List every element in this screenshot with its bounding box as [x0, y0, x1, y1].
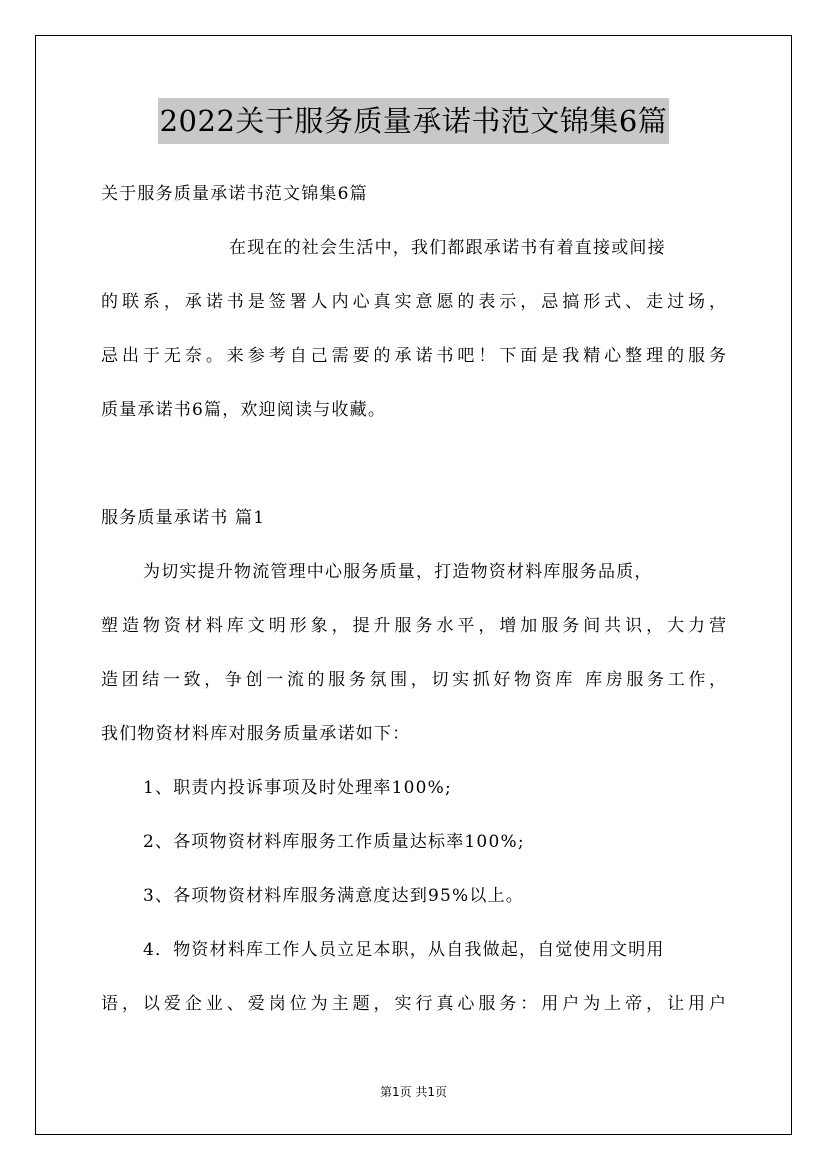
page-footer: 第1页 共1页: [379, 1085, 448, 1099]
list-item-3: 3、各项物资材料库服务满意度达到95%以上。: [143, 886, 525, 906]
intro-line-3: 忌出于无奈。来参考自己需要的承诺书吧！下面是我精心整理的服务: [101, 346, 726, 366]
list-item-4-line-2: 语，以爱企业、爱岗位为主题，实行真心服务：用户为上帝，让用户: [101, 994, 726, 1014]
title-wrap: [0, 98, 827, 144]
para1-line-2: 塑造物资材料库文明形象，提升服务水平，增加服务间共识，大力营: [101, 616, 726, 636]
para1-line-1: 为切实提升物流管理中心服务质量，打造物资材料库服务品质，: [143, 562, 653, 582]
list-item-2: 2、各项物资材料库服务工作质量达标率100%;: [143, 832, 525, 852]
document-title: 2022关于服务质量承诺书范文锦集6篇: [158, 98, 670, 144]
document-subtitle: 关于服务质量承诺书范文锦集6篇: [101, 184, 368, 204]
intro-line-1: 在现在的社会生活中，我们都跟承诺书有着直接或间接: [229, 238, 666, 258]
para1-line-4: 我们物资材料库对服务质量承诺如下：: [101, 724, 411, 744]
list-item-1: 1、职责内投诉事项及时处理率100%;: [143, 778, 452, 798]
intro-line-4: 质量承诺书6篇，欢迎阅读与收藏。: [101, 400, 387, 420]
section-heading: 服务质量承诺书 篇1: [101, 508, 266, 528]
list-item-4-line-1: 4．物资材料库工作人员立足本职，从自我做起，自觉使用文明用: [143, 940, 665, 960]
para1-line-3: 造团结一致，争创一流的服务氛围，切实抓好物资库 库房服务工作，: [101, 670, 726, 690]
intro-line-2: 的联系，承诺书是签署人内心真实意愿的表示，忌搞形式、走过场，: [101, 292, 726, 312]
